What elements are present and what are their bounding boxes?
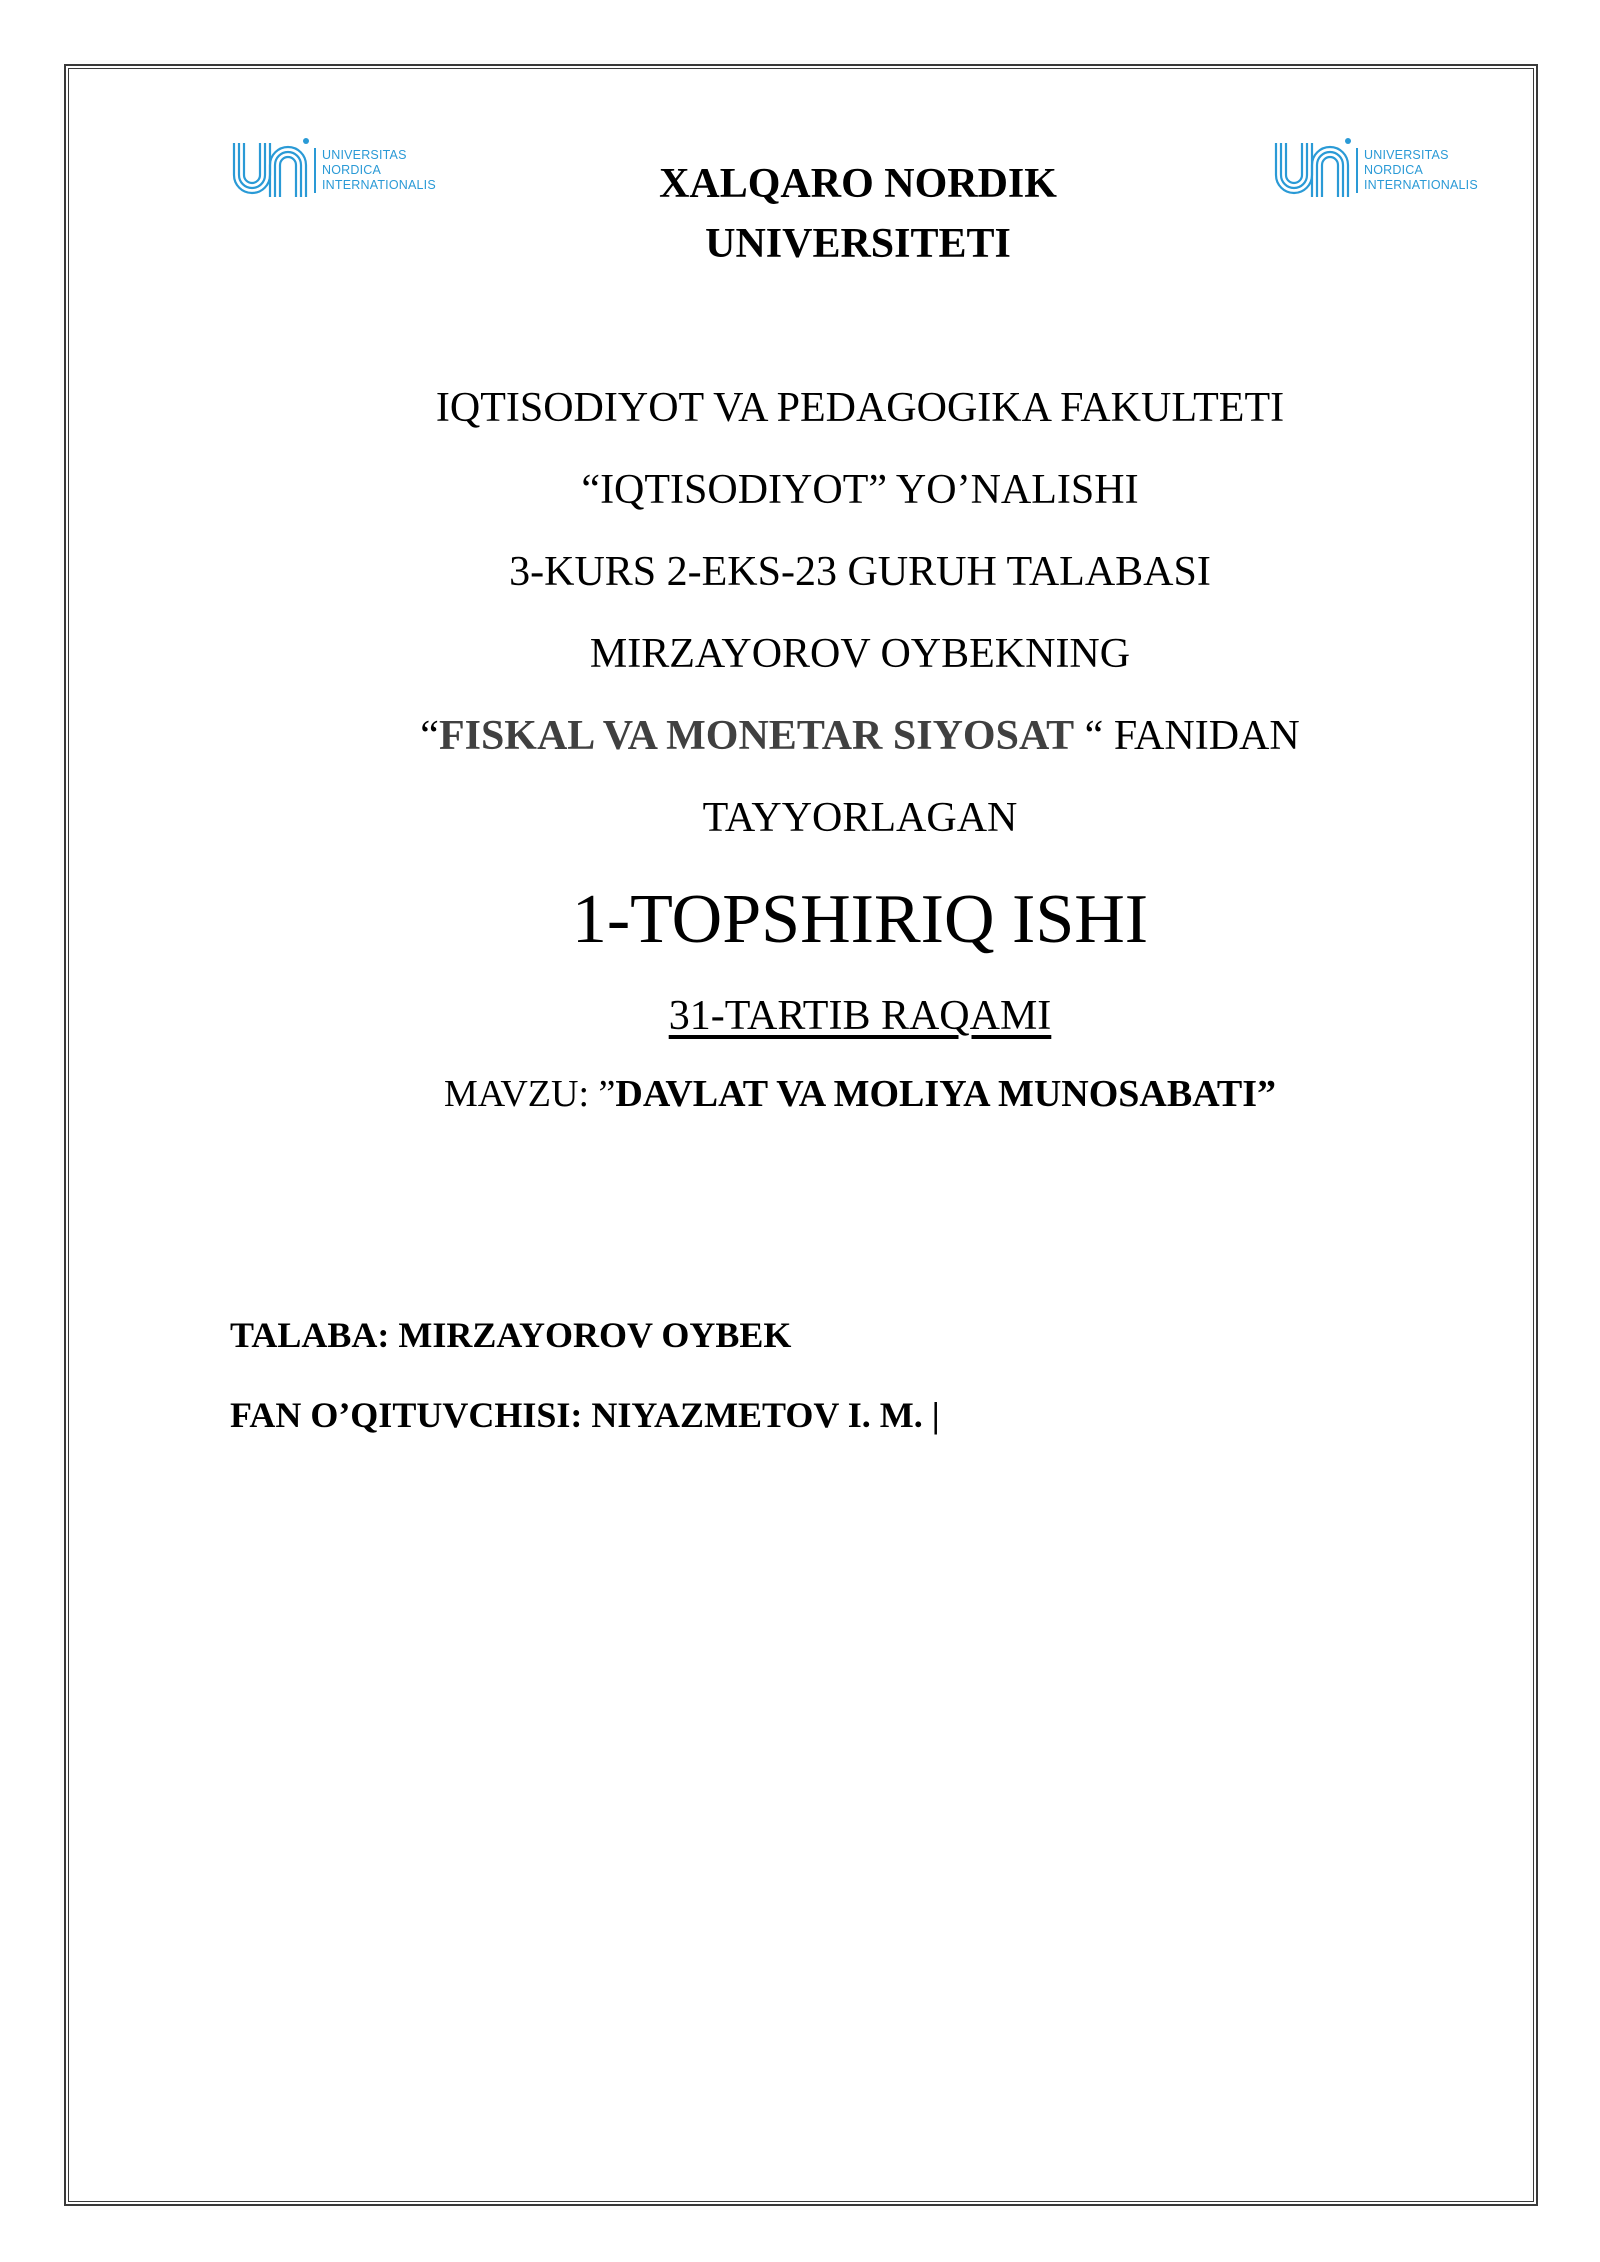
direction-name: “IQTISODIYOT” YO’NALISHI <box>581 467 1139 513</box>
order-number: 31-TARTIB RAQAMI <box>668 993 1052 1039</box>
assignment-title: 1-TOPSHIRIQ ISHI <box>571 881 1149 958</box>
logo-text <box>314 148 436 193</box>
student-info: TALABA: MIRZAYOROV OYBEK <box>230 1315 792 1355</box>
student-genitive: MIRZAYOROV OYBEKNING <box>589 631 1131 677</box>
logo-text-line: NORDICA <box>1364 162 1424 177</box>
university-name <box>500 154 1216 274</box>
university-name-line2: UNIVERSITETI <box>705 221 1011 267</box>
logo-text-line: INTERNATIONALIS <box>322 177 436 192</box>
logo-text-line: UNIVERSITAS <box>1364 147 1449 162</box>
university-logo-right <box>1272 135 1478 205</box>
course-group: 3-KURS 2-EKS-23 GURUH TALABASI <box>509 549 1211 595</box>
topic-line <box>240 1068 1480 1120</box>
subject-suffix: “ FANIDAN <box>1074 713 1300 759</box>
logo-text-line: NORDICA <box>322 162 382 177</box>
subject-line <box>240 708 1480 764</box>
logo-text-line: INTERNATIONALIS <box>1364 177 1478 192</box>
subject-open-quote: “ <box>420 713 439 759</box>
university-logo-left <box>230 135 436 205</box>
faculty-name: IQTISODIYOT VA PEDAGOGIKA FAKULTETI <box>435 385 1285 431</box>
logo-text <box>1356 148 1478 193</box>
logo-text-line: UNIVERSITAS <box>322 147 407 162</box>
topic-value: DAVLAT VA MOLIYA MUNOSABATI” <box>615 1073 1276 1115</box>
subject-name: FISKAL VA MONETAR SIYOSAT <box>438 713 1075 759</box>
uni-logo-icon <box>230 137 310 203</box>
prepared-label: TAYYORLAGAN <box>702 795 1018 841</box>
uni-logo-icon <box>1272 137 1352 203</box>
teacher-info: FAN O’QITUVCHISI: NIYAZMETOV I. M. | <box>230 1395 940 1435</box>
topic-label: MAVZU: ” <box>444 1073 616 1115</box>
university-name-line1: XALQARO NORDIK <box>659 161 1057 207</box>
